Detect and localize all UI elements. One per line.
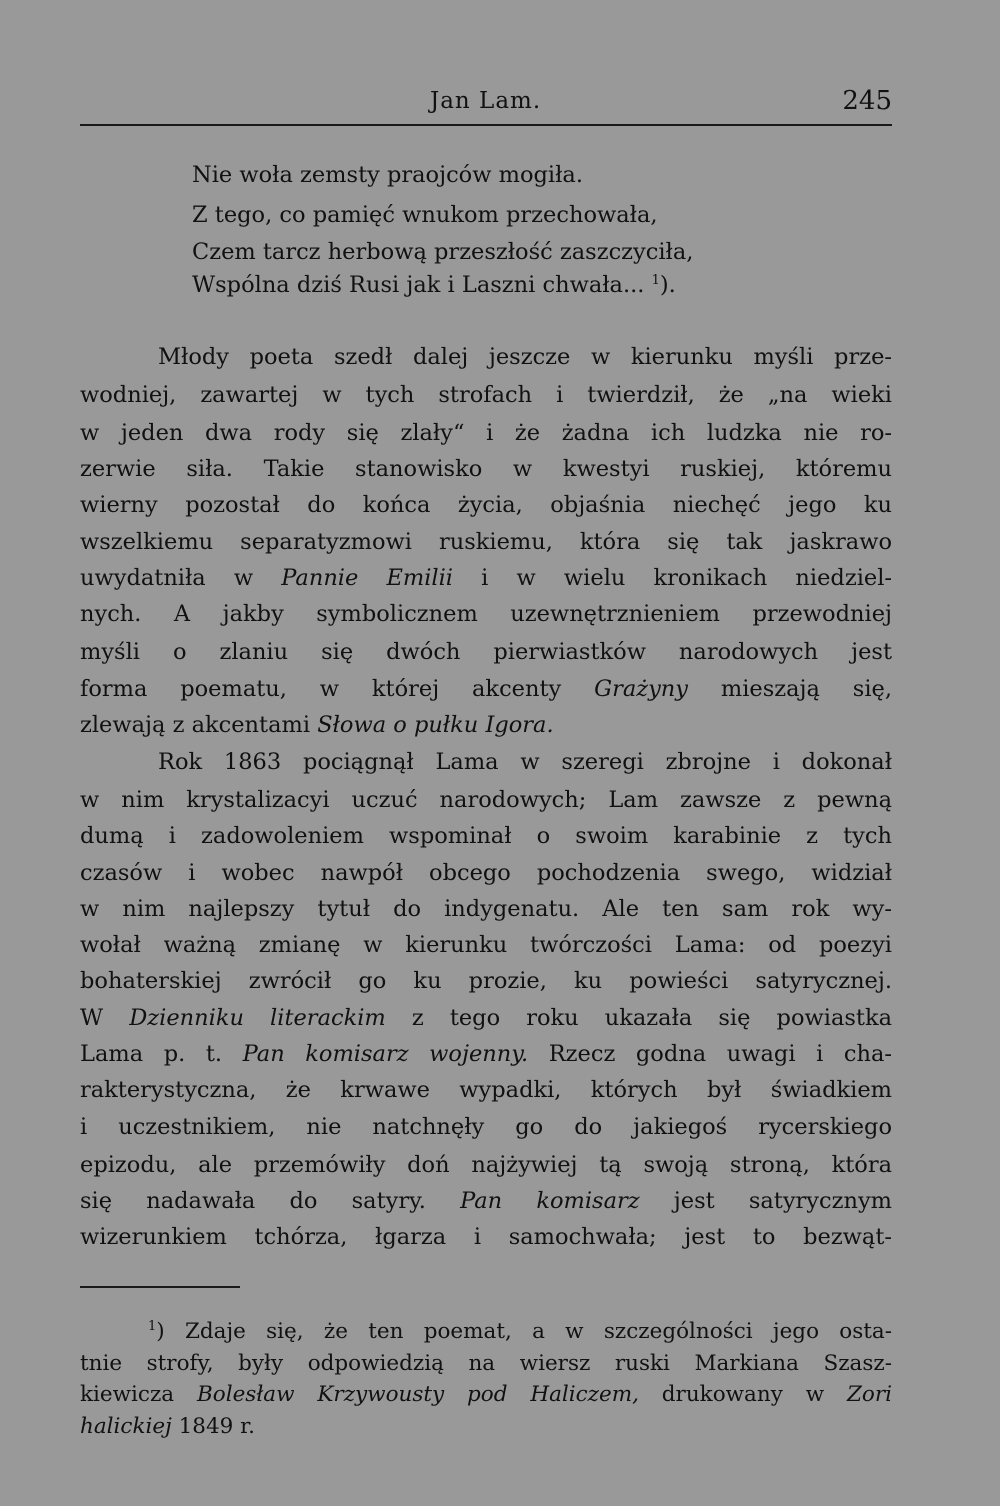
header-rule <box>80 124 892 126</box>
text-run: 1849 r. <box>178 1414 255 1439</box>
text-run: uwydatniła w <box>80 565 254 591</box>
paragraph-line: w jeden dwa rody się zlały“ i że żadna ich ludzka nie ro- <box>80 420 892 446</box>
text-run: z tego roku ukazała się powiastka <box>411 1005 892 1031</box>
paragraph-line <box>80 563 892 593</box>
paragraph-line: wodniej, zawartej w tych strofach i twierdził, że „na wieki <box>80 382 892 408</box>
paragraph-line: myśli o zlaniu się dwóch pierwiastków narodowych jest <box>80 639 892 665</box>
paragraph-line: wierny pozostał do końca życia, objaśnia niechęć jego ku <box>80 492 892 518</box>
italic-title: halickiej <box>80 1414 172 1439</box>
italic-title: Pannie Emilii <box>281 565 454 591</box>
text-run: Rzecz godna uwagi i cha- <box>548 1041 892 1067</box>
footnote-line: tnie strofy, były odpowiedzią na wiersz ruski Markiana Szasz- <box>80 1351 892 1376</box>
text-run: W <box>80 1005 104 1031</box>
paragraph-line <box>80 710 554 740</box>
paragraph-line <box>80 1186 892 1216</box>
text-run: forma poematu, w której akcenty <box>80 676 562 702</box>
paragraph-line <box>80 1003 892 1033</box>
footnote-line <box>148 1318 892 1346</box>
paragraph-line: Rok 1863 pociągnął Lama w szeregi zbrojne i dokonał <box>158 749 892 775</box>
footnote-line <box>80 1413 892 1441</box>
verse-line-text: Wspólna dziś Rusi jak i Laszni chwała... <box>192 272 645 298</box>
verse-line: Z tego, co pamięć wnukom przechowała, <box>192 202 658 228</box>
italic-title: Dzienniku literackim <box>129 1005 386 1031</box>
footnote-marker: 1 <box>148 1319 157 1334</box>
paragraph-line: dumą i zadowoleniem wspominał o swoim karabinie z tych <box>80 823 892 849</box>
paragraph-line: w nim krystalizacyi uczuć narodowych; Lam zawsze z pewną <box>80 787 892 813</box>
footnote-ref: 1 <box>651 273 660 288</box>
verse-line: Czem tarcz herbową przeszłość zaszczyciła, <box>192 239 694 265</box>
running-title: Jan Lam. <box>430 88 542 114</box>
paragraph-line: bohaterskiej zwrócił go ku prozie, ku powieści satyrycznej. <box>80 968 892 994</box>
paragraph-line: i uczestnikiem, nie natchnęły go do jakiegoś rycerskiego <box>80 1114 892 1140</box>
verse-end: ). <box>659 272 676 298</box>
text-run: ) Zdaje się, że ten poemat, a w szczególności jego osta- <box>156 1319 892 1344</box>
text-run: kiewicza <box>80 1382 175 1407</box>
italic-title: Bolesław Krzywousty pod Haliczem, <box>196 1382 639 1407</box>
paragraph-line: wizerunkiem tchórza, łgarza i samochwała; jest to bezwąt- <box>80 1224 892 1250</box>
italic-title: Pan komisarz wojenny. <box>242 1041 529 1067</box>
verse-line <box>192 270 676 300</box>
text-run: Lama p. t. <box>80 1041 223 1067</box>
paragraph-line: wszelkiemu separatyzmowi ruskiemu, która się tak jaskrawo <box>80 529 892 555</box>
text-run: jest satyrycznym <box>673 1188 892 1214</box>
text-run: drukowany w <box>661 1382 825 1407</box>
paragraph-line: epizodu, ale przemówiły doń najżywiej tą swoją stroną, która <box>80 1152 892 1178</box>
paragraph-line: czasów i wobec nawpół obcego pochodzenia swego, widział <box>80 860 892 886</box>
verse-line: Nie woła zemsty praojców mogiła. <box>192 162 583 188</box>
footnote-line <box>80 1381 892 1409</box>
italic-title: Pan komisarz <box>460 1188 640 1214</box>
paragraph-line: rakterystyczna, że krwawe wypadki, których był świadkiem <box>80 1077 892 1103</box>
italic-title: Grażyny <box>594 676 689 702</box>
paragraph-line: w nim najlepszy tytuł do indygenatu. Ale ten sam rok wy- <box>80 896 892 922</box>
paragraph-line <box>80 1039 892 1069</box>
text-run: zlewają z akcentami <box>80 712 311 738</box>
footnote-rule <box>80 1286 240 1288</box>
text-run: się nadawała do satyry. <box>80 1188 426 1214</box>
italic-title: Zori <box>846 1382 892 1407</box>
running-header <box>80 84 892 124</box>
paragraph-line: Młody poeta szedł dalej jeszcze w kierunku myśli prze- <box>158 344 892 370</box>
page-number: 245 <box>842 86 892 116</box>
paragraph-line: nych. A jakby symbolicznem uzewnętrznieniem przewodniej <box>80 601 892 627</box>
text-run: mieszają się, <box>720 676 892 702</box>
italic-title: Słowa o pułku Igora. <box>317 712 554 738</box>
paragraph-line: wołał ważną zmianę w kierunku twórczości Lama: od poezyi <box>80 932 892 958</box>
paragraph-line <box>80 674 892 704</box>
text-run: i w wielu kronikach niedziel- <box>481 565 892 591</box>
paragraph-line: zerwie siła. Takie stanowisko w kwestyi ruskiej, któremu <box>80 456 892 482</box>
